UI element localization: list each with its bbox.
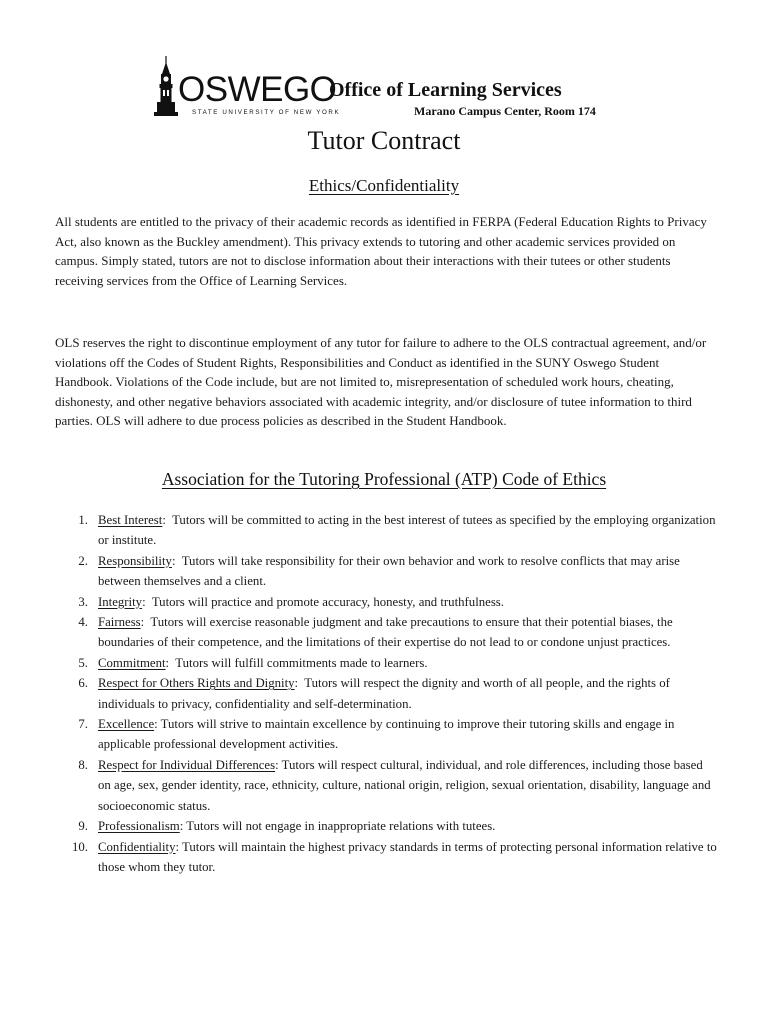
atp-heading	[0, 469, 768, 490]
list-item	[58, 816, 718, 836]
item-text: Tutors will respect the dignity and worth of all people, and the rights of individuals to privacy, confidentiality and self-determination.	[98, 676, 670, 711]
logo-tagline: STATE UNIVERSITY OF NEW YORK	[192, 109, 341, 116]
ethics-heading-text: Ethics/Confidentiality	[308, 176, 460, 195]
item-number: 8.	[78, 757, 88, 772]
ols-policy-paragraph: OLS reserves the right to discontinue employment of any tutor for failure to adhere to the OLS contractual agreement, and/or violations off the Codes of Student Rights, Responsibilities and Conduct as identified in the SUNY Oswego Student Handbook. Violations of the Code include, but are not limited to, misrepresentation of scheduled work hours, cheating, dishonesty, and other negative behaviors associated with academic integrity, and/or disclosure of tutee information to third parties. OLS will adhere to due process policies as described in the Student Handbook.	[55, 335, 707, 429]
office-location: Marano Campus Center, Room 174	[414, 104, 596, 118]
item-term: Confidentiality	[98, 839, 176, 854]
item-term: Integrity	[98, 594, 143, 609]
item-text: Tutors will take responsibility for their own behavior and work to resolve conflicts that may arise between themselves and a client.	[98, 553, 680, 589]
item-text: Tutors will maintain the highest privacy standards in terms of protecting personal information relative to those whom they tutor.	[98, 839, 717, 874]
item-text: Tutors will respect cultural, individual, and role differences, including those based on age, sex, gender identity, race, ethnicity, culture, national origin, religion, sexual orientation, disability, language and socioeconomic status.	[98, 757, 711, 813]
list-item	[58, 551, 718, 592]
list-item	[58, 837, 718, 878]
logo-wordmark: OSWEGO	[178, 70, 337, 109]
item-text: Tutors will strive to maintain excellence by continuing to improve their tutoring skills and engage in applicable professional development activities.	[98, 717, 675, 752]
item-number: 1.	[78, 513, 88, 527]
item-separator: :	[294, 676, 305, 691]
list-item	[58, 755, 718, 816]
list-item	[58, 673, 718, 714]
list-item	[58, 510, 718, 551]
item-number: 6.	[78, 676, 88, 691]
code-of-ethics-list	[58, 510, 718, 877]
ferpa-paragraph: All students are entitled to the privacy of their academic records as identified in FERPA (Federal Education Rights to Privacy Act, also known as the Buckley amendment). This privacy extends to tutoring and other academic services provided on campus. Simply stated, tutors are not to disclose information about their interactions with their tutees or other students receiving services from the Office of Learning Services.	[55, 214, 707, 288]
item-text: Tutors will not engage in inappropriate relations with tutees.	[186, 819, 496, 834]
item-separator: :	[165, 655, 176, 670]
item-text: Tutors will exercise reasonable judgment and take precautions to ensure that their potential biases, the boundaries of their competence, and the limitations of their expertise do not lead to or condone unjust practices.	[98, 615, 673, 650]
item-number: 2.	[78, 553, 88, 568]
item-separator: :	[154, 717, 161, 732]
letterhead	[152, 56, 632, 126]
item-number: 5.	[78, 655, 88, 670]
item-separator: :	[162, 513, 173, 527]
item-term: Commitment	[98, 655, 166, 670]
item-number: 3.	[78, 594, 88, 609]
item-separator: :	[175, 839, 183, 854]
item-term: Best Interest	[98, 513, 163, 527]
item-separator: :	[140, 615, 151, 630]
item-term: Respect for Others Rights and Dignity	[98, 676, 295, 691]
item-separator: :	[142, 594, 152, 609]
item-term: Fairness	[98, 615, 141, 630]
list-item	[58, 714, 718, 755]
item-text: Tutors will be committed to acting in the best interest of tutees as specified by the employing organization or institute.	[98, 513, 716, 548]
item-number: 4.	[78, 615, 88, 630]
page-title: Tutor Contract	[307, 126, 461, 155]
item-number: 9.	[78, 819, 88, 834]
item-separator: :	[275, 757, 282, 772]
list-item	[58, 653, 718, 673]
item-separator: :	[171, 553, 182, 568]
item-number: 7.	[78, 717, 88, 732]
office-name: Office of Learning Services	[329, 79, 562, 101]
list-item	[58, 592, 718, 612]
item-term: Excellence	[98, 717, 155, 732]
item-term: Respect for Individual Differences	[98, 757, 276, 772]
item-text: Tutors will fulfill commitments made to learners.	[175, 655, 428, 670]
item-separator: :	[179, 819, 187, 834]
item-term: Professionalism	[98, 819, 180, 834]
item-term: Responsibility	[98, 553, 172, 568]
list-item	[58, 612, 718, 653]
ethics-heading	[0, 176, 768, 196]
item-number: 10.	[72, 839, 88, 854]
item-text: Tutors will practice and promote accuracy, honesty, and truthfulness.	[151, 594, 504, 609]
atp-heading-text: Association for the Tutoring Professional (ATP) Code of Ethics	[161, 469, 607, 489]
